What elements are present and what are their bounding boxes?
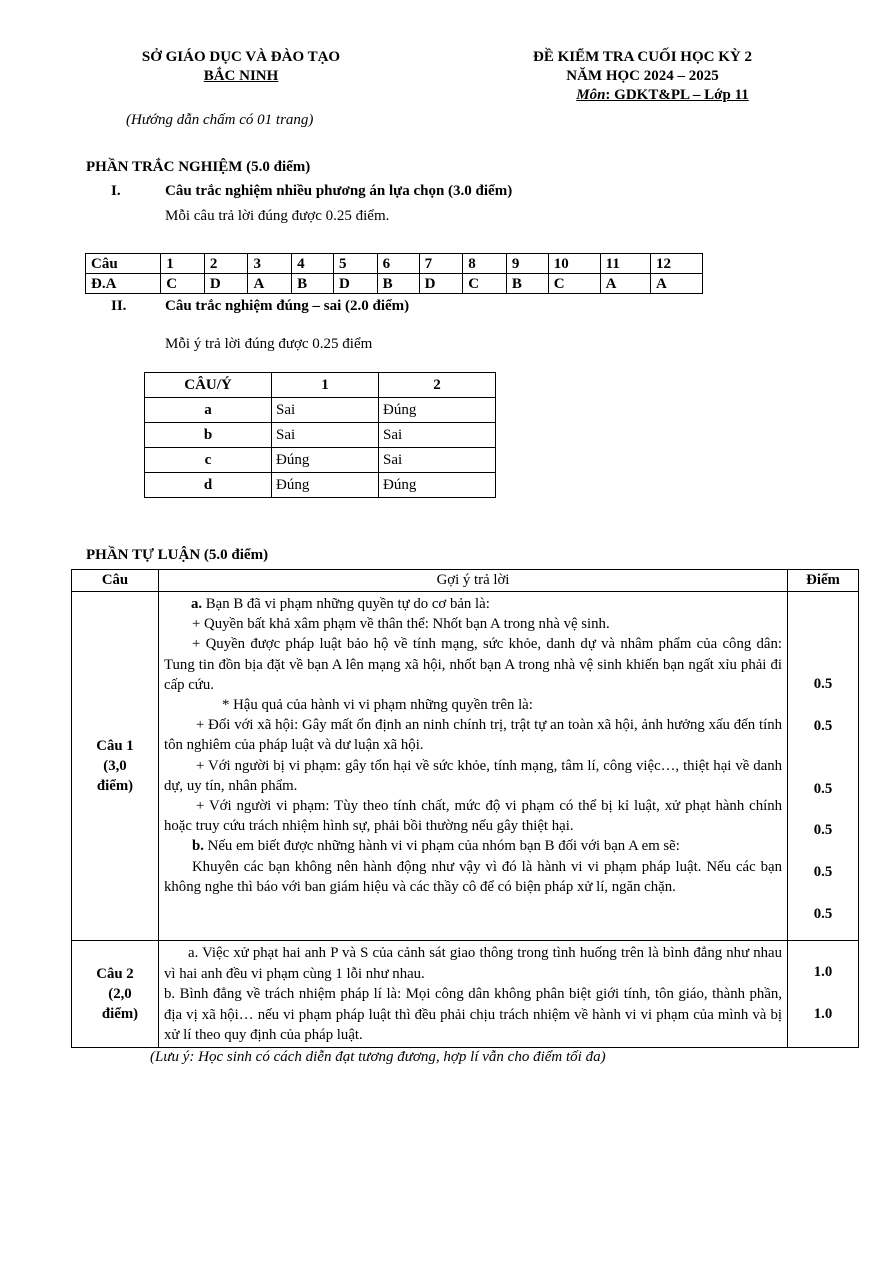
part2-title: Câu trắc nghiệm đúng – sai (2.0 điểm) xyxy=(165,298,410,314)
q1-consequence-intro: * Hậu quả của hành vi vi phạm những quyền trên là: xyxy=(222,697,533,714)
q1-label-line: (3,0 xyxy=(103,758,127,774)
q1-point: 0.5 xyxy=(813,864,833,880)
tf-cell: Đúng xyxy=(379,473,496,498)
key-q: 7 xyxy=(419,254,463,274)
key-q: 8 xyxy=(463,254,507,274)
q1-part-b-marker: b. xyxy=(192,838,204,855)
key-answer: D xyxy=(204,274,248,294)
key-q: 1 xyxy=(161,254,205,274)
key-q: 10 xyxy=(548,254,600,274)
tf-row xyxy=(145,448,496,473)
essay-header-row xyxy=(72,570,859,592)
q2-part-b: b. Bình đẳng về trách nhiệm pháp lí là: Mọi công dân không phân biệt giới tính, tôn giáo, thành phần, địa vị xã hội… nếu vi phạm pháp luật thì đều phải chịu trách nhiệm về hành vi vi phạm của mình và bị xử lí theo quy định của pháp luật. xyxy=(164,986,782,1043)
tf-row xyxy=(145,423,496,448)
issuer-block xyxy=(86,48,396,86)
footnote: (Lưu ý: Học sinh có cách diễn đạt tương đương, hợp lí vẫn cho điểm tối đa) xyxy=(150,1049,606,1065)
q2-label xyxy=(72,941,159,1048)
part1-title: Câu trắc nghiệm nhiều phương án lựa chọn (3.0 điểm) xyxy=(165,183,513,199)
tf-cell: Đúng xyxy=(379,398,496,423)
q1-answer xyxy=(159,592,788,941)
q1-point: 0.5 xyxy=(813,676,833,692)
key-q: 11 xyxy=(600,254,650,274)
q1-point: 0.5 xyxy=(813,718,833,734)
q2-points xyxy=(788,941,859,1048)
key-answer: C xyxy=(548,274,600,294)
q2-answer xyxy=(159,941,788,1048)
q1-consequence-violator: + Với người vi phạm: Tùy theo tính chất, mức độ vi phạm có thể bị kỉ luật, xử phạt hành chính hoặc truy cứu trách nhiệm hình sự, phải bồi thường nếu gây thiệt hại. xyxy=(164,798,782,835)
key-answer: A xyxy=(650,274,702,294)
key-answer: A xyxy=(600,274,650,294)
q1-right-body: + Quyền bất khả xâm phạm về thân thể: Nhốt bạn A trong nhà vệ sinh. xyxy=(192,616,610,633)
key-q: 4 xyxy=(292,254,334,274)
essay-row-q2 xyxy=(72,941,859,1048)
q1-label xyxy=(72,592,159,941)
q1-part-b-intro xyxy=(164,836,782,856)
q2-label-line: (2,0 xyxy=(108,985,132,1002)
pages-note: (Hướng dẫn chấm có 01 trang) xyxy=(126,112,314,128)
tf-row xyxy=(145,473,496,498)
q1-part-a-text: Bạn B đã vi phạm những quyền tự do cơ bản là: xyxy=(202,596,490,612)
q1-point: 0.5 xyxy=(813,781,833,797)
subject-value: : GDKT&PL – Lớp 11 xyxy=(605,87,749,103)
q1-right-life: + Quyền được pháp luật bảo hộ về tính mạng, sức khỏe, danh dự và nhâm phẩm của công dân: Tung tin đồn bịa đặt về bạn A lên mạng xã hội, nhốt bạn A trong nhà vệ sinh khiến bạn ngất xỉu phải đi cấp cứu. xyxy=(164,636,782,693)
q1-part-a-marker: a. xyxy=(191,596,203,612)
key-q: 12 xyxy=(650,254,702,274)
tf-cell: Sai xyxy=(379,423,496,448)
part1-number: I. xyxy=(111,183,121,199)
subject-line xyxy=(500,86,785,105)
tf-header-row xyxy=(145,373,496,398)
q2-point: 1.0 xyxy=(813,964,833,980)
school-year: NĂM HỌC 2024 – 2025 xyxy=(566,68,719,84)
issuer-province: BẮC NINH xyxy=(203,68,279,84)
q1-consequence-society: + Đối với xã hội: Gây mất ổn định an ninh chính trị, trật tự an toàn xã hội, ảnh hưởng xấu đến tính tôn nghiêm của pháp luật và dư luận xã hội. xyxy=(164,717,782,754)
tf-header-cell: 2 xyxy=(379,373,496,398)
key-answer: C xyxy=(161,274,205,294)
answer-key-answer-row xyxy=(86,274,703,294)
tf-row-label: b xyxy=(145,423,272,448)
true-false-table xyxy=(144,372,496,498)
tf-cell: Sai xyxy=(272,398,379,423)
key-q: 6 xyxy=(377,254,419,274)
part2-number: II. xyxy=(111,298,127,314)
issuer-line-1: SỞ GIÁO DỤC VÀ ĐÀO TẠO xyxy=(141,49,341,65)
q2-part-a: a. Việc xử phạt hai anh P và S của cảnh sát giao thông trong tình huống trên là bình đẳng như nhau vì hai anh đều vi phạm cùng 1 lỗi như nhau. xyxy=(164,945,782,982)
key-answer: D xyxy=(334,274,378,294)
part2-note: Mỗi ý trả lời đúng được 0.25 điểm xyxy=(165,336,373,352)
answer-key-table xyxy=(85,253,703,294)
essay-section-title: PHẦN TỰ LUẬN (5.0 điểm) xyxy=(86,547,269,563)
tf-cell: Sai xyxy=(379,448,496,473)
exam-title-block xyxy=(500,48,785,105)
q1-point: 0.5 xyxy=(813,906,833,922)
issuer-line-2 xyxy=(86,67,396,86)
essay-header-points: Điểm xyxy=(788,570,859,592)
mc-section-title: PHẦN TRẮC NGHIỆM (5.0 điểm) xyxy=(86,159,311,175)
q1-point: 0.5 xyxy=(813,822,833,838)
tf-cell: Đúng xyxy=(272,448,379,473)
essay-header-question: Câu xyxy=(72,570,159,592)
tf-row-label: a xyxy=(145,398,272,423)
key-answer: B xyxy=(292,274,334,294)
tf-cell: Sai xyxy=(272,423,379,448)
q1-part-b-text: Nếu em biết được những hành vi vi phạm của nhóm bạn B đối với bạn A em sẽ: xyxy=(203,838,680,855)
subject-label: Môn xyxy=(576,87,606,103)
q2-label-line: Câu 2 xyxy=(96,965,134,982)
key-q: 5 xyxy=(334,254,378,274)
essay-header-answer: Gợi ý trả lời xyxy=(159,570,788,592)
tf-row-label: d xyxy=(145,473,272,498)
key-row-label: Câu xyxy=(86,254,161,274)
q2-label-line: điểm) xyxy=(101,1005,139,1022)
key-q: 2 xyxy=(204,254,248,274)
key-answer: A xyxy=(248,274,292,294)
key-answer: B xyxy=(377,274,419,294)
exam-title: ĐỀ KIỂM TRA CUỐI HỌC KỲ 2 xyxy=(533,49,752,65)
key-q: 9 xyxy=(506,254,548,274)
essay-table xyxy=(71,569,859,1048)
key-answer: C xyxy=(463,274,507,294)
q1-part-b-answer: Khuyên các bạn không nên hành động như vậy vì đó là hành vi vi phạm pháp luật. Nếu các bạn không nghe thì báo với ban giám hiệu và các thầy cô để có biện pháp xử lí, ngăn chặn. xyxy=(164,858,782,895)
q1-consequence-victim: + Với người bị vi phạm: gây tổn hại về sức khỏe, tính mạng, tâm lí, công việc…, thiệt hại về danh dự, uy tín, nhân phẩm. xyxy=(164,757,782,794)
q1-points xyxy=(788,592,859,941)
q1-part-a-intro xyxy=(164,594,782,614)
key-answer: D xyxy=(419,274,463,294)
q2-point: 1.0 xyxy=(813,1006,833,1022)
key-ans-label: Đ.A xyxy=(86,274,161,294)
tf-header-cell: CÂU/Ý xyxy=(145,373,272,398)
tf-row xyxy=(145,398,496,423)
key-q: 3 xyxy=(248,254,292,274)
tf-row-label: c xyxy=(145,448,272,473)
answer-key-question-row xyxy=(86,254,703,274)
tf-cell: Đúng xyxy=(272,473,379,498)
part1-note: Mỗi câu trả lời đúng được 0.25 điểm. xyxy=(165,208,390,224)
key-answer: B xyxy=(506,274,548,294)
essay-row-q1 xyxy=(72,592,859,941)
q1-label-line: Câu 1 xyxy=(96,738,134,754)
q1-label-line: điểm) xyxy=(96,778,134,794)
tf-header-cell: 1 xyxy=(272,373,379,398)
